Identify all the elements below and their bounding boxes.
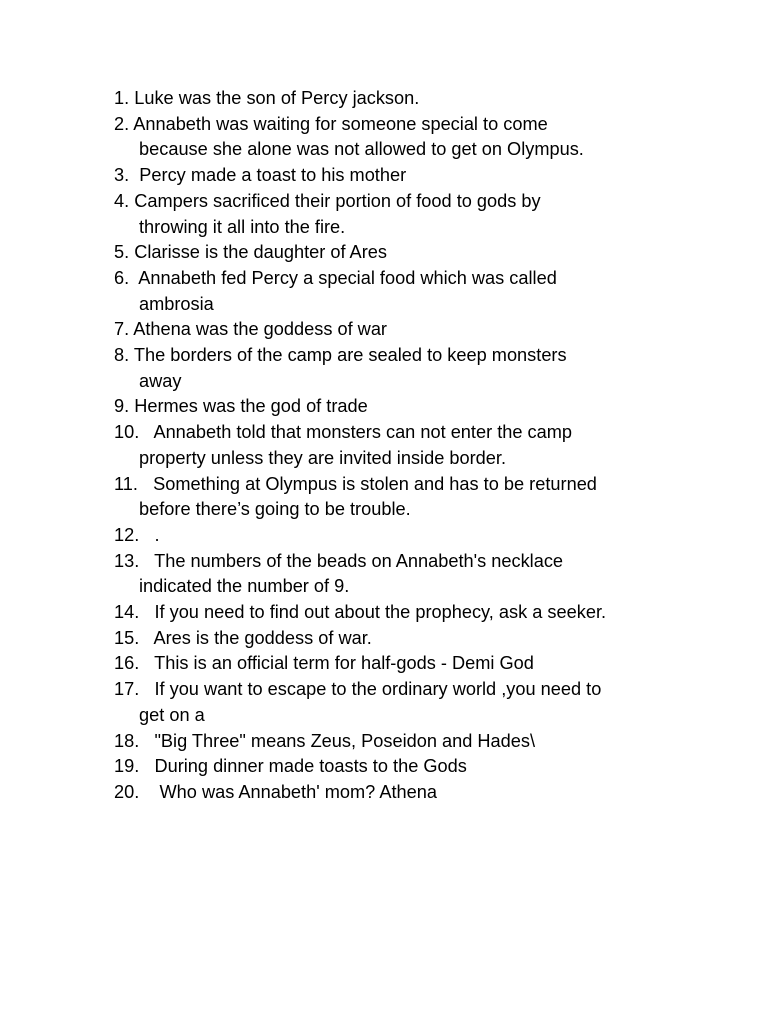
- list-item-6: [114, 266, 714, 317]
- item-6-line-2: ambrosia: [139, 293, 214, 314]
- item-19-line-1: 19. During dinner made toasts to the Gods: [114, 756, 467, 777]
- item-10-line-2: property unless they are invited inside border.: [139, 447, 506, 468]
- list-item-17: [114, 677, 714, 728]
- list-item-8: [114, 343, 714, 394]
- list-item-11: [114, 472, 714, 523]
- item-3-line-1: 3. Percy made a toast to his mother: [114, 165, 407, 186]
- item-2-line-1: 2. Annabeth was waiting for someone special to come: [114, 113, 548, 134]
- item-13-line-2: indicated the number of 9.: [139, 576, 350, 597]
- item-6-line-1: 6. Annabeth fed Percy a special food which was called: [114, 267, 557, 288]
- item-20-line-1: 20. Who was Annabeth' mom? Athena: [114, 781, 437, 802]
- item-12-line-1: 12. .: [114, 524, 160, 545]
- list-item-18: [114, 729, 714, 755]
- question-list: [114, 86, 714, 806]
- item-8-line-2: away: [139, 370, 182, 391]
- item-9-line-1: 9. Hermes was the god of trade: [114, 396, 368, 417]
- item-14-line-1: 14. If you need to find out about the prophecy, ask a seeker.: [114, 602, 607, 623]
- list-item-15: [114, 626, 714, 652]
- list-item-3: [114, 163, 714, 189]
- item-7-line-1: 7. Athena was the goddess of war: [114, 319, 387, 340]
- item-1-line-1: 1. Luke was the son of Percy jackson.: [114, 88, 420, 108]
- list-item-14: [114, 600, 714, 626]
- item-16-line-1: 16. This is an official term for half-gods - Demi God: [114, 653, 534, 674]
- item-8-line-1: 8. The borders of the camp are sealed to keep monsters: [114, 345, 567, 366]
- item-10-line-1: 10. Annabeth told that monsters can not enter the camp: [114, 422, 573, 443]
- item-2-line-2: because she alone was not allowed to get on Olympus.: [139, 139, 584, 160]
- list-item-10: [114, 420, 714, 471]
- list-item-1: [114, 86, 714, 112]
- item-17-line-1: 17. If you want to escape to the ordinary world ,you need to: [114, 679, 602, 700]
- list-item-19: [114, 754, 714, 780]
- list-item-13: [114, 549, 714, 600]
- item-4-line-1: 4. Campers sacrificed their portion of food to gods by: [114, 190, 541, 211]
- list-item-16: [114, 651, 714, 677]
- list-item-12: [114, 523, 714, 549]
- item-17-line-2: get on a: [139, 704, 205, 725]
- item-18-line-1: 18. "Big Three" means Zeus, Poseidon and Hades\: [114, 730, 536, 751]
- item-13-line-1: 13. The numbers of the beads on Annabeth's necklace: [114, 550, 564, 571]
- item-15-line-1: 15. Ares is the goddess of war.: [114, 627, 372, 648]
- item-4-line-2: throwing it all into the fire.: [139, 216, 346, 237]
- item-11-line-2: before there’s going to be trouble.: [139, 499, 411, 520]
- item-5-line-1: 5. Clarisse is the daughter of Ares: [114, 242, 387, 263]
- list-item-2: [114, 112, 714, 163]
- item-11-line-1: 11. Something at Olympus is stolen and has to be returned: [114, 473, 597, 494]
- list-item-7: [114, 317, 714, 343]
- list-item-4: [114, 189, 714, 240]
- list-item-20: [114, 780, 714, 806]
- list-item-5: [114, 240, 714, 266]
- list-item-9: [114, 394, 714, 420]
